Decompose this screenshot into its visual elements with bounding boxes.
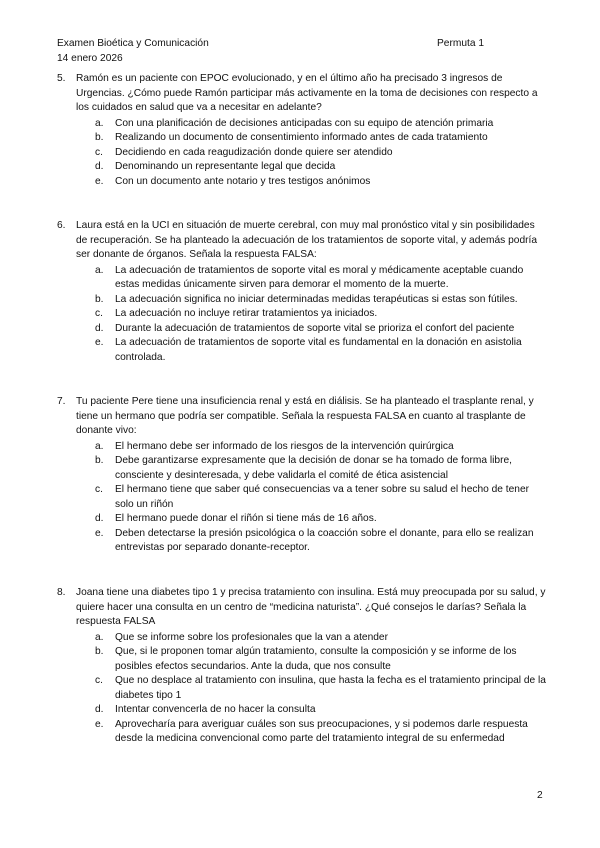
question-6 bbox=[57, 219, 547, 365]
option-d bbox=[57, 160, 547, 175]
question-number: 5. bbox=[57, 73, 66, 84]
exam-date: 14 enero 2026 bbox=[57, 52, 123, 64]
option-e bbox=[57, 175, 547, 190]
option-text: Denominando un representante legal que decida bbox=[115, 161, 336, 172]
options-list bbox=[57, 264, 547, 366]
question-number: 7. bbox=[57, 396, 66, 407]
options-list bbox=[57, 631, 547, 747]
option-b bbox=[57, 293, 547, 308]
option-text: Intentar convencerla de no hacer la consulta bbox=[115, 704, 316, 715]
option-letter: e. bbox=[95, 337, 104, 348]
option-text: Aprovecharía para averiguar cuáles son sus preocupaciones, y si podemos darle respuesta desde la medicina convencional como parte del tratamiento integral de su enfermedad bbox=[115, 718, 528, 744]
option-letter: d. bbox=[95, 513, 104, 524]
option-letter: c. bbox=[95, 484, 103, 495]
option-text: Deben detectarse la presión psicológica o la coacción sobre el donante, para ello se realizan entrevistas por separado donante-receptor. bbox=[115, 527, 534, 553]
option-text: Que, si le proponen tomar algún tratamiento, consulte la composición y se informe de los posibles efectos secundarios. Ante la duda, que nos consulte bbox=[115, 646, 517, 672]
exam-title: Examen Bioética y Comunicación bbox=[57, 38, 209, 49]
option-text: Con una planificación de decisiones anticipadas con su equipo de atención primaria bbox=[115, 117, 494, 129]
option-e bbox=[57, 718, 547, 747]
option-b bbox=[57, 645, 547, 674]
option-b bbox=[57, 454, 547, 483]
options-list bbox=[57, 440, 547, 556]
option-text: La adecuación significa no iniciar determinadas medidas terapéuticas si estas son fútiles. bbox=[115, 293, 518, 305]
option-text: La adecuación de tratamientos de soporte vital es moral y médicamente aceptable cuando estas medidas únicamente sirven para demorar el momento de la muerte. bbox=[115, 264, 524, 290]
question-7 bbox=[57, 395, 547, 556]
question-stem: Tu paciente Pere tiene una insuficiencia renal y está en diálisis. Se ha planteado el trasplante renal, y tiene un hermano que podría ser compatible. Señala la respuesta FALSA en cuanto al trasplante de donante vivo: bbox=[76, 396, 534, 436]
option-text: El hermano tiene que saber qué consecuencias va a tener sobre su salud el hecho de tener solo un riñón bbox=[115, 484, 529, 510]
option-text: Debe garantizarse expresamente que la decisión de donar se ha tomado de forma libre, consciente y desinteresada, y debe validarla el comité de ética asistencial bbox=[115, 455, 512, 481]
question-8 bbox=[57, 586, 547, 747]
option-text: El hermano debe ser informado de los riesgos de la intervención quirúrgica bbox=[115, 440, 454, 452]
option-text: Con un documento ante notario y tres testigos anónimos bbox=[115, 175, 371, 187]
option-c bbox=[57, 307, 547, 322]
option-a bbox=[57, 117, 547, 132]
option-text: Realizando un documento de consentimiento informado antes de cada tratamiento bbox=[115, 132, 488, 143]
permuta-label: Permuta 1 bbox=[437, 38, 484, 49]
option-d bbox=[57, 322, 547, 337]
option-c bbox=[57, 674, 547, 703]
option-letter: c. bbox=[95, 146, 103, 158]
option-letter: c. bbox=[95, 675, 103, 686]
option-c bbox=[57, 146, 547, 161]
options-list bbox=[57, 117, 547, 190]
option-letter: b. bbox=[95, 132, 104, 143]
option-d bbox=[57, 512, 547, 527]
question-stem: Joana tiene una diabetes tipo 1 y precisa tratamiento con insulina. Está muy preocupada por su salud, y quiere hacer una consulta en un centro de “medicina naturista”. ¿Qué consejos le darías? Señala la respuesta FALSA bbox=[76, 587, 546, 627]
option-letter: e. bbox=[95, 175, 104, 187]
option-text: Durante la adecuación de tratamientos de soporte vital se prioriza el confort del paciente bbox=[115, 322, 515, 334]
option-text: Que no desplace al tratamiento con insulina, que hasta la fecha es el tratamiento principal de la diabetes tipo 1 bbox=[115, 675, 546, 701]
option-letter: d. bbox=[95, 704, 104, 715]
option-e bbox=[57, 527, 547, 556]
page-header bbox=[57, 37, 547, 66]
option-letter: b. bbox=[95, 293, 104, 305]
question-number: 6. bbox=[57, 220, 66, 231]
option-a bbox=[57, 631, 547, 646]
option-letter: a. bbox=[95, 264, 104, 276]
option-letter: a. bbox=[95, 631, 104, 643]
option-text: La adecuación de tratamientos de soporte vital es fundamental en la donación en asistolia controlada. bbox=[115, 337, 522, 363]
option-text: La adecuación no incluye retirar tratamientos ya iniciados. bbox=[115, 308, 378, 319]
option-text: Que se informe sobre los profesionales que la van a atender bbox=[115, 631, 388, 643]
option-text: El hermano puede donar el riñón si tiene más de 16 años. bbox=[115, 513, 377, 524]
option-letter: d. bbox=[95, 322, 104, 334]
option-e bbox=[57, 336, 547, 365]
question-number: 8. bbox=[57, 587, 66, 598]
option-letter: d. bbox=[95, 161, 104, 172]
option-a bbox=[57, 440, 547, 455]
option-text: Decidiendo en cada reagudización donde quiere ser atendido bbox=[115, 146, 393, 158]
option-letter: c. bbox=[95, 308, 103, 319]
option-letter: a. bbox=[95, 117, 104, 129]
question-5 bbox=[57, 72, 547, 189]
page-number: 2 bbox=[537, 790, 543, 801]
option-letter: e. bbox=[95, 527, 104, 539]
question-stem: Ramón es un paciente con EPOC evolucionado, y en el último año ha precisado 3 ingresos de Urgencias. ¿Cómo puede Ramón participar más activamente en la toma de decisiones con respecto a los cuidados en salud que va a necesitar en adelante? bbox=[76, 73, 538, 113]
option-d bbox=[57, 703, 547, 718]
option-letter: a. bbox=[95, 440, 104, 452]
option-letter: b. bbox=[95, 646, 104, 657]
option-letter: e. bbox=[95, 718, 104, 730]
question-stem: Laura está en la UCI en situación de muerte cerebral, con muy mal pronóstico vital y sin posibilidades de recuperación. Se ha planteado la adecuación de los tratamientos de soporte vital, y además podría ser donante de órganos. Señala la respuesta FALSA: bbox=[76, 220, 537, 260]
option-c bbox=[57, 483, 547, 512]
option-letter: b. bbox=[95, 455, 104, 466]
option-b bbox=[57, 131, 547, 146]
option-a bbox=[57, 264, 547, 293]
